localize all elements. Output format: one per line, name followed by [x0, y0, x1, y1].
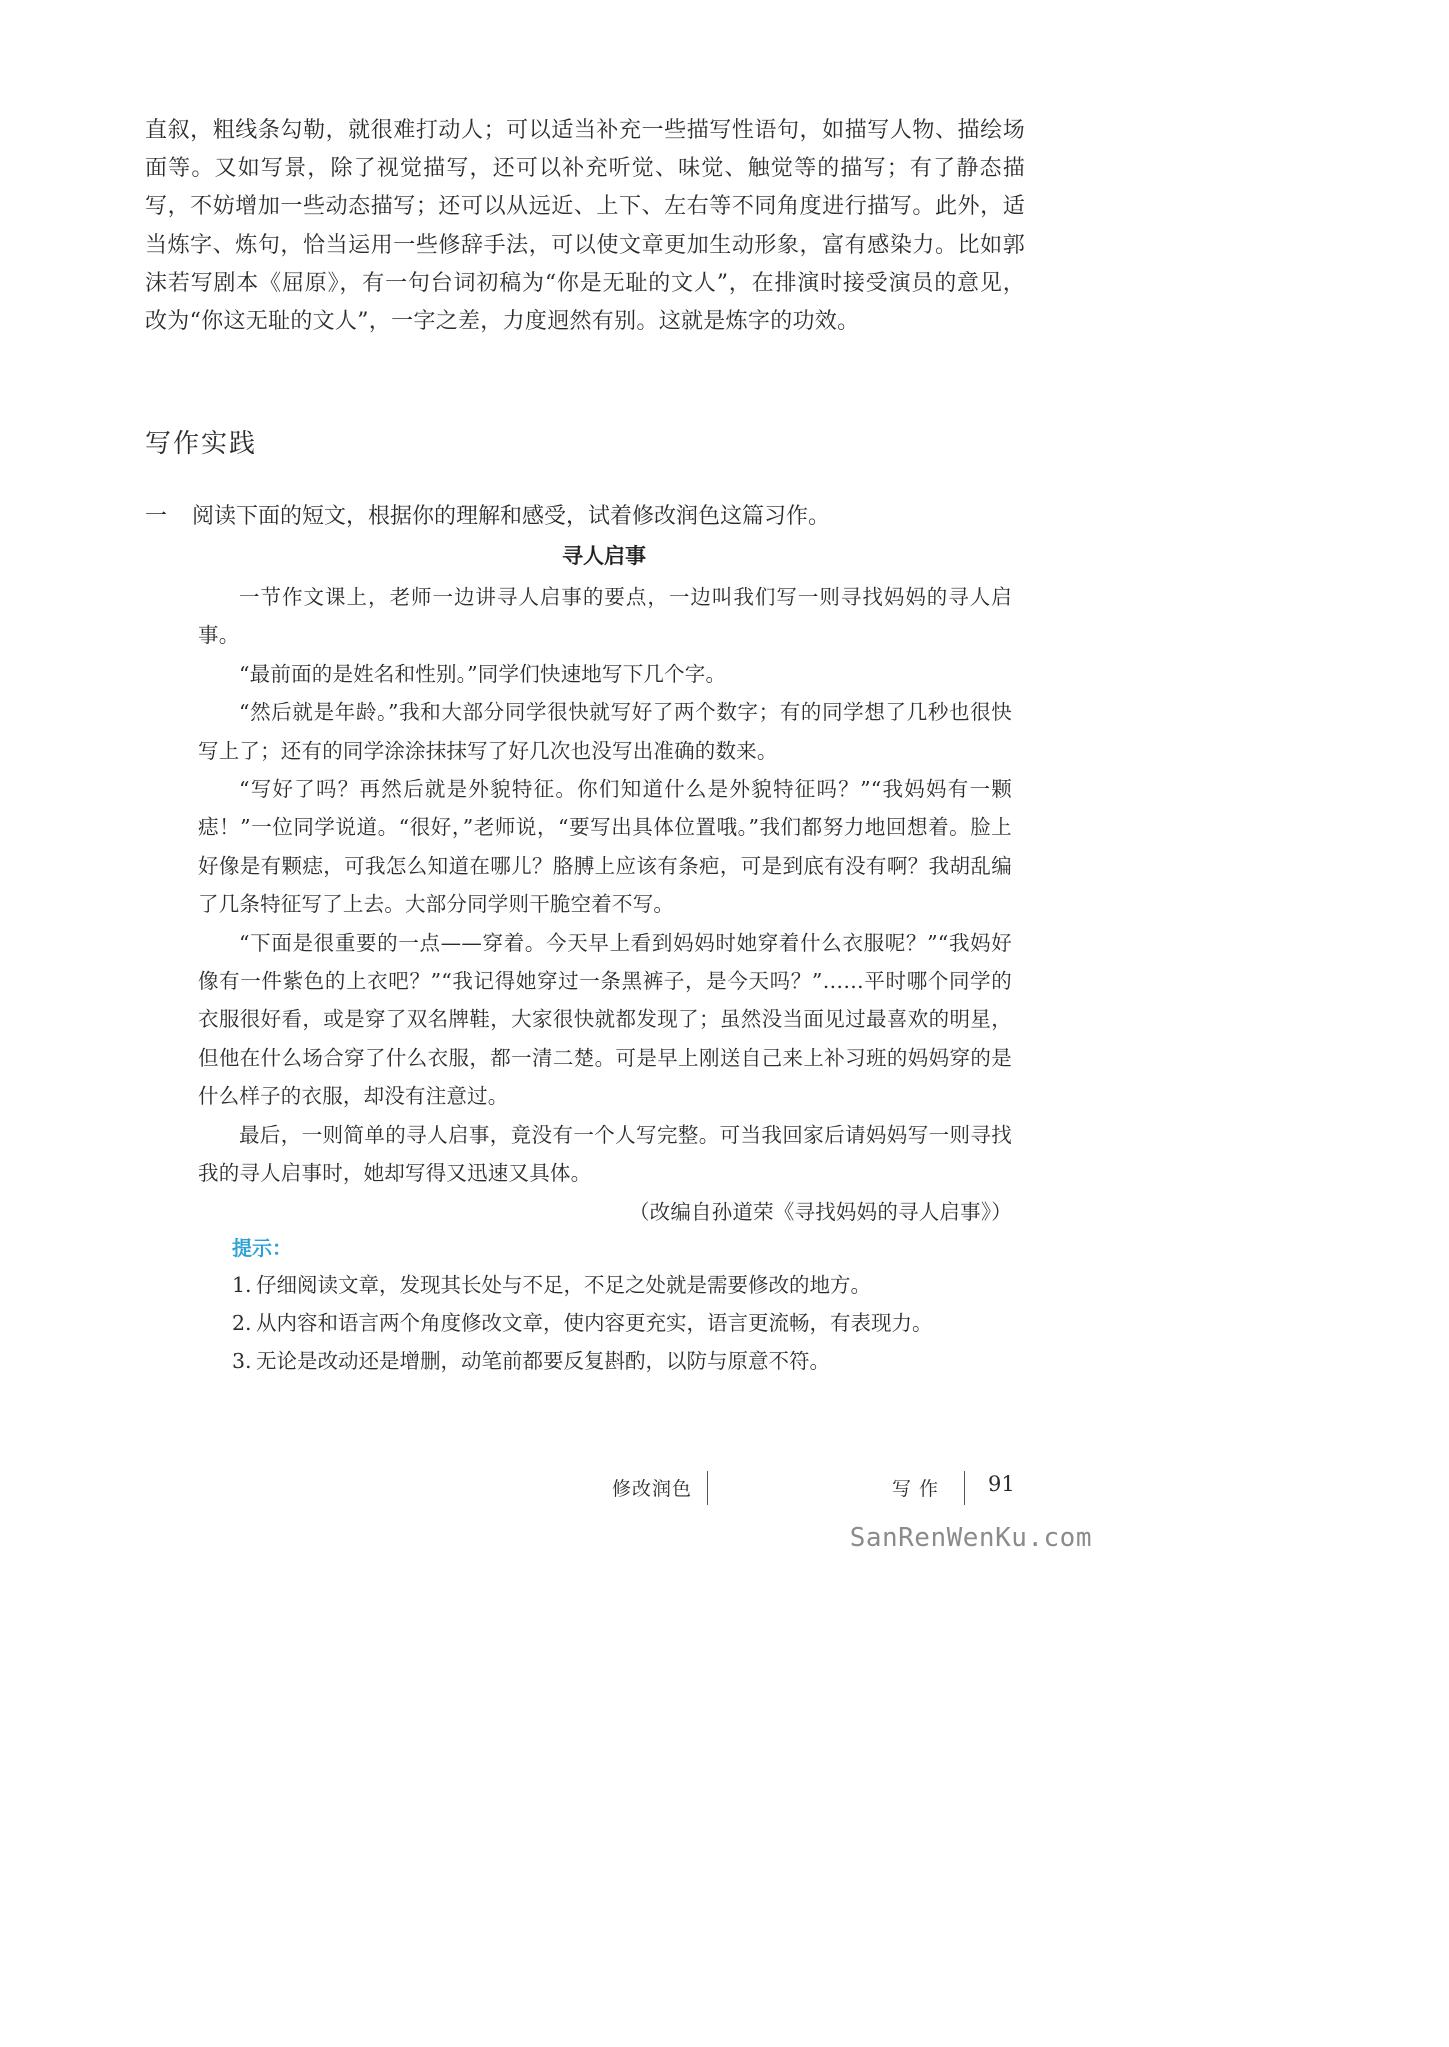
essay-paragraph: 一节作文课上，老师一边讲寻人启事的要点，一边叫我们写一则寻找妈妈的寻人启事。: [198, 585, 1012, 648]
intro-section: [145, 112, 1025, 341]
essay-paragraph: “下面是很重要的一点——穿着。今天早上看到妈妈时她穿着什么衣服呢？”“我妈好像有一件紫色的上衣吧？”“我记得她穿过一条黑裤子，是今天吗？”……平时哪个同学的衣服很好看，或是穿了双名牌鞋，大家很快就都发现了；虽然没当面见过最喜欢的明星，但他在什么场合穿了什么衣服，都一清二楚。可是早上刚送自己来上补习班的妈妈穿的是什么样子的衣服，却没有注意过。: [198, 930, 1012, 1109]
footer-unit-label: 写作: [892, 1478, 947, 1500]
hint-list: [232, 1266, 1022, 1381]
essay-paragraph: “写好了吗？再然后就是外貌特征。你们知道什么是外貌特征吗？”“我妈妈有一颗痣！”一位同学说道。“很好，”老师说，“要写出具体位置哦。”我们都努力地回想着。脸上好像是有颗痣，可我怎么知道在哪儿？胳膊上应该有条疤，可是到底有没有啊？我胡乱编了几条特征写了上去。大部分同学则干脆空着不写。: [198, 777, 1012, 917]
task-text: 阅读下面的短文，根据你的理解和感受，试着修改润色这篇习作。: [192, 504, 831, 529]
hint-item-number: 2.: [232, 1311, 252, 1336]
hint-item-text: 无论是改动还是增删，动笔前都要反复斟酌，以防与原意不符。: [256, 1349, 830, 1374]
hint-item-text: 从内容和语言两个角度修改文章，使内容更充实，语言更流畅，有表现力。: [256, 1311, 933, 1336]
hint-box: [232, 1230, 1022, 1381]
hint-item-number: 1.: [232, 1273, 252, 1297]
footer-lesson-title: 修改润色: [612, 1478, 693, 1500]
section-title: 写作实践: [145, 429, 258, 459]
hint-title: 提示：: [232, 1236, 292, 1260]
hint-item: [232, 1304, 1022, 1342]
hint-item-text: 仔细阅读文章，发现其长处与不足，不足之处就是需要修改的地方。: [256, 1273, 871, 1297]
essay-paragraph: “最前面的是姓名和性别。”同学们快速地写下几个字。: [239, 661, 727, 686]
hint-item: [232, 1266, 1022, 1304]
hint-item-number: 3.: [232, 1349, 252, 1374]
page-number: 91: [988, 1472, 1015, 1496]
intro-paragraph: 直叙，粗线条勾勒，就很难打动人；可以适当补充一些描写性语句，如描写人物、描绘场面等。又如写景，除了视觉描写，还可以补充听觉、味觉、触觉等的描写；有了静态描写，不妨增加一些动态描写；还可以从远近、上下、左右等不同角度进行描写。此外，适当炼字、炼句，恰当运用一些修辞手法，可以使文章更加生动形象，富有感染力。比如郭沫若写剧本《屈原》，有一句台词初稿为“你是无耻的文人”，在排演时接受演员的意见，改为“你这无耻的文人”，一字之差，力度迥然有别。这就是炼字的功效。: [145, 118, 1025, 335]
page-footer: [0, 1468, 1106, 1508]
hint-item: [232, 1342, 1022, 1380]
essay-paragraph: 最后，一则简单的寻人启事，竟没有一个人写完整。可当我回家后请妈妈写一则寻找我的寻人启事时，她却写得又迅速又具体。: [198, 1122, 1012, 1186]
task-number: 一: [145, 504, 168, 529]
essay-source: （改编自孙道荣《寻找妈妈的寻人启事》）: [628, 1199, 1012, 1224]
footer-divider: [964, 1471, 965, 1505]
watermark: SanRenWenKu.com: [849, 1523, 1092, 1553]
essay-body: [198, 578, 1012, 1231]
essay-paragraph: “然后就是年龄。”我和大部分同学很快就写好了两个数字；有的同学想了几秒也很快写上了；还有的同学涂涂抹抹写了好几次也没写出准确的数来。: [198, 700, 1012, 763]
footer-divider: [707, 1471, 708, 1505]
essay-title: 寻人启事: [562, 544, 646, 568]
